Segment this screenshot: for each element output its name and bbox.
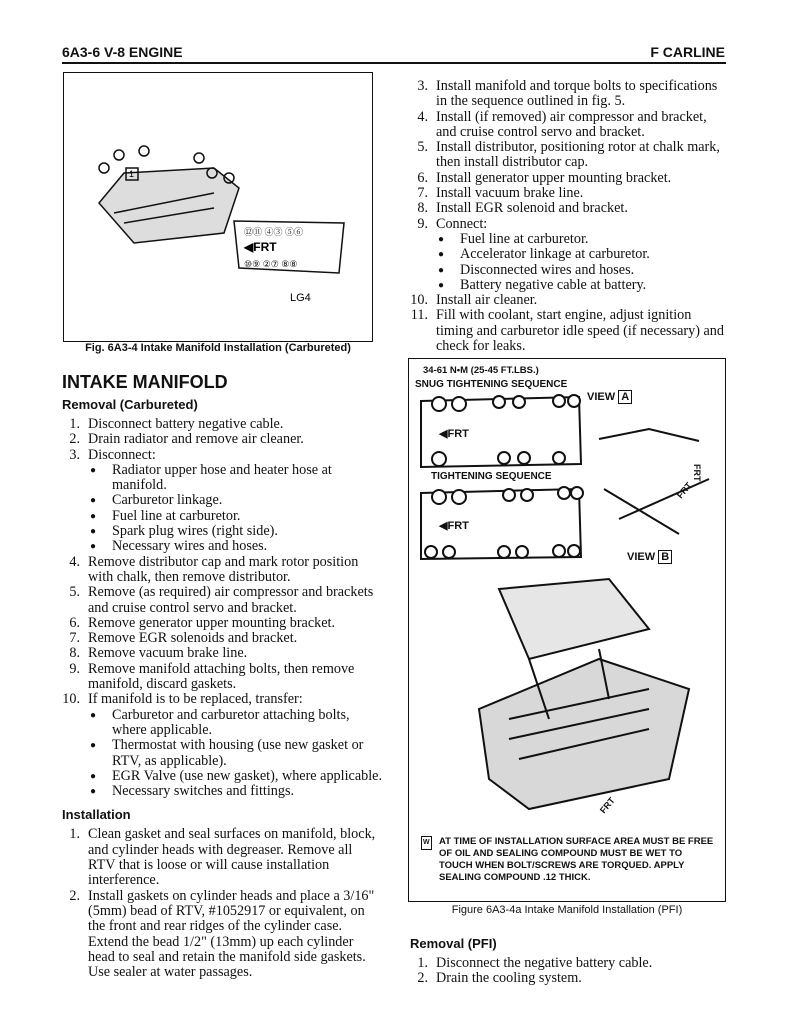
step-text: Install generator upper mounting bracket. bbox=[436, 169, 672, 186]
page-header-right: F CARLINE bbox=[650, 44, 725, 60]
view-label: 1 bbox=[129, 169, 135, 179]
step-item bbox=[410, 79, 726, 110]
installation-steps-part2 bbox=[410, 79, 726, 354]
bullet-item: ● Carburetor linkage. bbox=[62, 493, 382, 508]
step-text: Install EGR solenoid and bracket. bbox=[436, 200, 628, 217]
right-column-top bbox=[410, 79, 726, 354]
step-item bbox=[410, 293, 726, 308]
step-text: Remove EGR solenoids and bracket. bbox=[88, 630, 298, 647]
step-item bbox=[410, 956, 726, 971]
bullet-item: ● Disconnected wires and hoses. bbox=[410, 263, 726, 278]
step-number: 9. bbox=[69, 660, 80, 677]
bullet-item: ● Spark plug wires (right side). bbox=[62, 524, 382, 539]
step-number: 4. bbox=[69, 553, 80, 570]
torque-spec: 34-61 N•M (25-45 FT.LBS.) bbox=[423, 365, 539, 376]
step-number: 2. bbox=[69, 887, 80, 904]
removal-pfi-steps bbox=[410, 956, 726, 987]
step-text: Remove generator upper mounting bracket. bbox=[88, 614, 336, 631]
step-item bbox=[62, 417, 382, 432]
step-item bbox=[410, 308, 726, 354]
svg-text:⑩⑨ ②⑦ ⑧⑧: ⑩⑨ ②⑦ ⑧⑧ bbox=[244, 259, 298, 269]
step-text: Install vacuum brake line. bbox=[436, 185, 584, 202]
step-item bbox=[62, 555, 382, 586]
step-item bbox=[62, 616, 382, 631]
step-item bbox=[410, 217, 726, 232]
step-number: 5. bbox=[417, 139, 428, 156]
right-column-bottom bbox=[410, 934, 726, 987]
step-item bbox=[62, 432, 382, 447]
step-number: 8. bbox=[69, 645, 80, 662]
step-text: Install gaskets on cylinder heads and place a 3/16" (5mm) bead of RTV, #1052917 or equivalent, on the front and rear ridges of the cylinder case. Extend the bead 1/2" (13mm) up each cylinder head to seal and retain the manifold side gaskets. Use sealer at water passages. bbox=[88, 887, 375, 981]
bullet-item: ● Necessary wires and hoses. bbox=[62, 539, 382, 554]
step-text: Disconnect the negative battery cable. bbox=[436, 955, 653, 971]
figure-caption-carbureted: Fig. 6A3-4 Intake Manifold Installation (Carbureted) bbox=[85, 342, 351, 354]
step-number: 7. bbox=[417, 185, 428, 202]
step-text: Drain the cooling system. bbox=[436, 970, 582, 987]
step-text: Connect: bbox=[436, 215, 488, 232]
bullet-item: ● Radiator upper hose and heater hose at manifold. bbox=[62, 463, 382, 494]
svg-text:◀FRT: ◀FRT bbox=[439, 520, 469, 532]
snug-sequence-label: SNUG TIGHTENING SEQUENCE bbox=[415, 379, 568, 390]
step-number: 5. bbox=[69, 584, 80, 601]
step-item bbox=[62, 646, 382, 661]
step-text: Install (if removed) air compressor and bracket, and cruise control servo and bracket. bbox=[436, 108, 707, 140]
removal-carbureted-steps bbox=[62, 417, 382, 799]
step-number: 1. bbox=[69, 416, 80, 432]
bullet-item: ● Carburetor and carburetor attaching bolts, where applicable. bbox=[62, 708, 382, 739]
step-item bbox=[62, 631, 382, 646]
step-item bbox=[62, 448, 382, 463]
frt-arrow-label: ◀FRT bbox=[244, 240, 277, 254]
step-text: Remove distributor cap and mark rotor position with chalk, then remove distributor. bbox=[88, 553, 359, 585]
step-text: Disconnect battery negative cable. bbox=[88, 416, 284, 432]
removal-carbureted-title: Removal (Carbureted) bbox=[62, 397, 198, 412]
step-number: 1. bbox=[417, 955, 428, 971]
step-item bbox=[62, 692, 382, 707]
step-number: 6. bbox=[417, 169, 428, 186]
step-number: 3. bbox=[69, 446, 80, 463]
bullet-item: ● Battery negative cable at battery. bbox=[410, 278, 726, 293]
lg4-label: LG4 bbox=[290, 292, 311, 304]
step-text: Disconnect: bbox=[88, 446, 156, 463]
step-text: Install distributor, positioning rotor at chalk mark, then install distributor cap. bbox=[436, 139, 720, 171]
installation-steps-part1 bbox=[62, 827, 382, 980]
step-item bbox=[410, 171, 726, 186]
bullet-item: ● Fuel line at carburetor. bbox=[62, 509, 382, 524]
step-item bbox=[410, 140, 726, 171]
step-item bbox=[410, 186, 726, 201]
bullet-item: ● EGR Valve (use new gasket), where applicable. bbox=[62, 769, 382, 784]
step-item bbox=[410, 971, 726, 986]
step-item bbox=[62, 585, 382, 616]
svg-text:FRT: FRT bbox=[692, 464, 702, 482]
step-item bbox=[62, 827, 382, 888]
view-a-label: VIEW A bbox=[587, 391, 632, 403]
svg-text:◀FRT: ◀FRT bbox=[439, 428, 469, 440]
step-text: Install manifold and torque bolts to specifications in the sequence outlined in fig. 5. bbox=[436, 78, 718, 110]
step-text: If manifold is to be replaced, transfer: bbox=[88, 691, 303, 708]
step-number: 6. bbox=[69, 614, 80, 631]
page-header-left: 6A3-6 V-8 ENGINE bbox=[62, 44, 183, 60]
view-b-label: VIEW B bbox=[627, 551, 672, 563]
bullet-item: ● Necessary switches and fittings. bbox=[62, 784, 382, 799]
section-title: INTAKE MANIFOLD bbox=[62, 372, 228, 392]
sealing-note bbox=[421, 836, 717, 884]
step-text: Remove manifold attaching bolts, then remove manifold, discard gaskets. bbox=[88, 660, 355, 693]
figure-pfi bbox=[408, 358, 726, 902]
header-rule bbox=[62, 62, 726, 64]
step-number: 10. bbox=[410, 292, 428, 309]
step-text: Install air cleaner. bbox=[436, 292, 538, 309]
step-number: 9. bbox=[417, 215, 428, 232]
step-number: 7. bbox=[69, 630, 80, 647]
step-number: 3. bbox=[417, 78, 428, 94]
manifold-illustration bbox=[64, 73, 372, 341]
step-number: 1. bbox=[69, 826, 80, 843]
tightening-sequence-label: TIGHTENING SEQUENCE bbox=[431, 471, 552, 482]
installation-title: Installation bbox=[62, 807, 131, 823]
figure-caption-pfi: Figure 6A3-4a Intake Manifold Installation (PFI) bbox=[451, 904, 683, 916]
step-number: 11. bbox=[410, 307, 428, 324]
step-number: 2. bbox=[417, 970, 428, 987]
step-number: 10. bbox=[62, 691, 80, 708]
svg-text:FRT: FRT bbox=[597, 795, 617, 816]
step-text: Drain radiator and remove air cleaner. bbox=[88, 431, 304, 448]
step-number: 8. bbox=[417, 200, 428, 217]
step-text: Fill with coolant, start engine, adjust ignition timing and carburetor idle speed (if necessary) and check for leaks. bbox=[436, 307, 724, 355]
bullet-item: ● Fuel line at carburetor. bbox=[410, 232, 726, 247]
bullet-item: ● Accelerator linkage at carburetor. bbox=[410, 247, 726, 262]
step-number: 4. bbox=[417, 108, 428, 125]
figure-carbureted bbox=[63, 72, 373, 342]
pfi-manifold-illustration bbox=[409, 359, 725, 829]
note-text: AT TIME OF INSTALLATION SURFACE AREA MUST BE FREE OF OIL AND SEALING COMPOUND MUST BE WET TO TOUCH WHEN BOLT/SCREWS ARE TORQUED. APPLY SEALING COMPOUND .12 THICK. bbox=[439, 836, 714, 883]
step-text: Remove (as required) air compressor and brackets and cruise control servo and bracket. bbox=[88, 584, 374, 616]
removal-pfi-title: Removal (PFI) bbox=[410, 936, 497, 951]
left-column bbox=[62, 372, 382, 980]
step-text: Clean gasket and seal surfaces on manifold, block, and cylinder heads with degreaser. Remove all RTV that is loose or will cause installation interference. bbox=[88, 826, 376, 889]
step-item bbox=[410, 201, 726, 216]
note-marker: W bbox=[421, 836, 432, 850]
step-text: Remove vacuum brake line. bbox=[88, 645, 248, 662]
svg-text:FRT: FRT bbox=[674, 480, 694, 501]
step-item bbox=[62, 662, 382, 693]
bullet-item: ● Thermostat with housing (use new gasket or RTV, as applicable). bbox=[62, 738, 382, 769]
step-number: 2. bbox=[69, 431, 80, 448]
svg-text:⑫⑪ ④③ ⑤⑥: ⑫⑪ ④③ ⑤⑥ bbox=[244, 227, 304, 237]
step-item bbox=[410, 110, 726, 141]
step-item bbox=[62, 889, 382, 981]
